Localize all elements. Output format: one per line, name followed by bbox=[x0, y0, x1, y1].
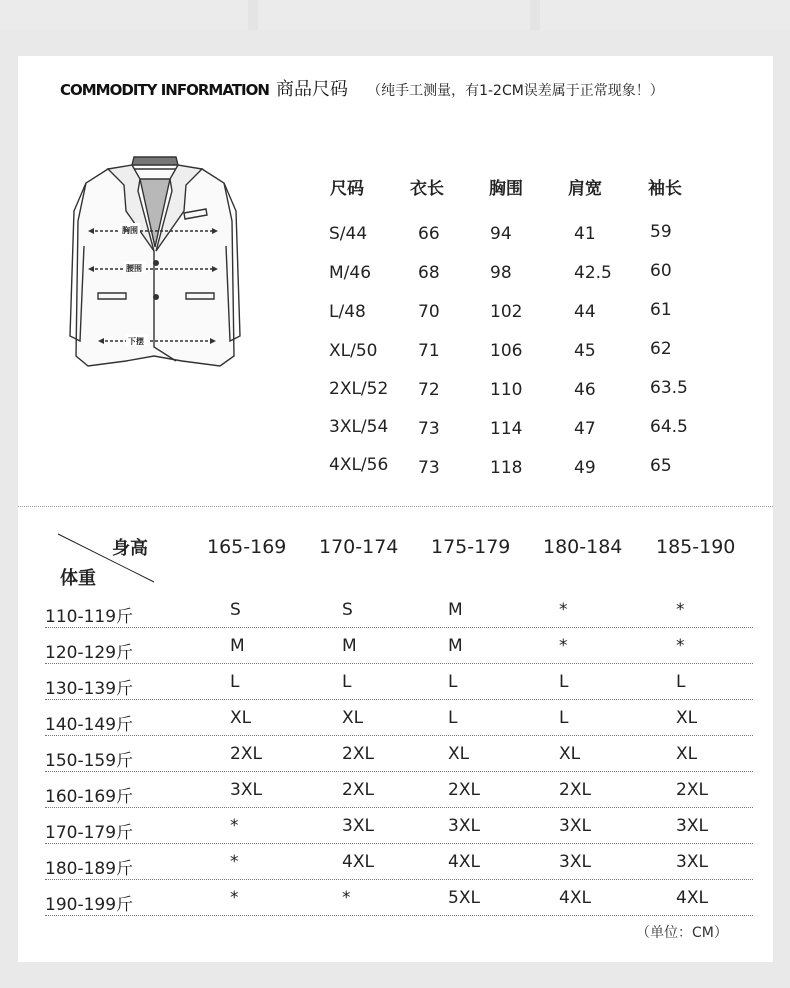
size-cell: XL bbox=[676, 708, 698, 728]
section-divider bbox=[18, 506, 773, 507]
mt-cell: 68 bbox=[418, 263, 440, 283]
height-column-header: 185-190 bbox=[656, 536, 736, 558]
weight-row-label: 110-119斤 bbox=[45, 607, 134, 627]
mt-cell: 114 bbox=[490, 419, 523, 439]
mt-cell: 63.5 bbox=[650, 378, 688, 398]
measurement-note: （纯手工测量，有1-2CM误差属于正常现象！） bbox=[367, 83, 664, 99]
size-cell: * bbox=[230, 852, 239, 872]
weight-row-label: 160-169斤 bbox=[45, 787, 134, 807]
mt-cell: 72 bbox=[418, 380, 440, 400]
size-cell: L bbox=[559, 672, 569, 692]
mt-cell: 49 bbox=[574, 458, 596, 478]
chest-label: 胸围 bbox=[122, 226, 138, 235]
size-cell: 3XL bbox=[559, 816, 591, 836]
mt-cell: 47 bbox=[574, 419, 596, 439]
weight-row-label: 140-149斤 bbox=[45, 715, 134, 735]
mt-header: 胸围 bbox=[489, 179, 523, 199]
mt-header: 肩宽 bbox=[568, 179, 602, 199]
size-cell: 3XL bbox=[342, 816, 374, 836]
size-cell: M bbox=[448, 600, 463, 620]
size-cell: L bbox=[230, 672, 240, 692]
size-cell: 3XL bbox=[448, 816, 480, 836]
mt-cell: 41 bbox=[574, 224, 596, 244]
mt-cell: 118 bbox=[490, 458, 523, 478]
mt-cell: 70 bbox=[418, 302, 440, 322]
size-cell: 2XL bbox=[559, 780, 591, 800]
row-divider bbox=[45, 915, 753, 916]
size-cell: * bbox=[676, 636, 685, 656]
mt-cell: 4XL/56 bbox=[329, 455, 389, 475]
size-cell: * bbox=[342, 888, 351, 908]
size-cell: 4XL bbox=[448, 852, 480, 872]
row-divider bbox=[45, 843, 753, 844]
size-chart-card bbox=[18, 56, 773, 962]
size-cell: 2XL bbox=[448, 780, 480, 800]
mt-cell: 62 bbox=[650, 339, 672, 359]
size-cell: * bbox=[230, 816, 239, 836]
row-divider bbox=[45, 807, 753, 808]
size-cell: L bbox=[342, 672, 352, 692]
size-cell: XL bbox=[448, 744, 470, 764]
height-column-header: 180-184 bbox=[543, 536, 623, 558]
size-cell: 3XL bbox=[559, 852, 591, 872]
weight-row-label: 190-199斤 bbox=[45, 895, 134, 915]
size-cell: * bbox=[559, 636, 568, 656]
size-cell: S bbox=[342, 600, 353, 620]
mt-cell: 71 bbox=[418, 341, 440, 361]
size-cell: L bbox=[559, 708, 569, 728]
height-label: 身高 bbox=[112, 538, 148, 559]
row-divider bbox=[45, 663, 753, 664]
weight-row-label: 180-189斤 bbox=[45, 859, 134, 879]
top-strip-pane bbox=[540, 0, 790, 30]
weight-row-label: 150-159斤 bbox=[45, 751, 134, 771]
size-cell: XL bbox=[342, 708, 364, 728]
size-cell: S bbox=[230, 600, 241, 620]
row-divider bbox=[45, 735, 753, 736]
size-cell: 3XL bbox=[230, 780, 262, 800]
size-cell: L bbox=[448, 708, 458, 728]
waist-label: 腰围 bbox=[126, 264, 142, 273]
size-cell: * bbox=[676, 600, 685, 620]
size-cell: XL bbox=[230, 708, 252, 728]
height-column-header: 170-174 bbox=[319, 536, 399, 558]
size-cell: M bbox=[342, 636, 357, 656]
size-cell: 2XL bbox=[342, 744, 374, 764]
mt-cell: 94 bbox=[490, 224, 512, 244]
mt-cell: 102 bbox=[490, 302, 523, 322]
mt-cell: 42.5 bbox=[574, 263, 612, 283]
mt-cell: 3XL/54 bbox=[329, 417, 389, 437]
mt-cell: S/44 bbox=[329, 224, 368, 244]
mt-cell: 110 bbox=[490, 380, 523, 400]
mt-cell: 60 bbox=[650, 261, 672, 281]
height-column-header: 165-169 bbox=[207, 536, 287, 558]
mt-cell: 73 bbox=[418, 419, 440, 439]
mt-cell: 2XL/52 bbox=[329, 379, 389, 399]
top-background-strip bbox=[0, 0, 790, 30]
mt-header: 衣长 bbox=[410, 179, 444, 199]
size-cell: 4XL bbox=[559, 888, 591, 908]
size-cell: 2XL bbox=[676, 780, 708, 800]
jacket-diagram bbox=[66, 151, 246, 371]
size-cell: XL bbox=[559, 744, 581, 764]
row-divider bbox=[45, 771, 753, 772]
mt-cell: 106 bbox=[490, 341, 523, 361]
title-chinese: 商品尺码 bbox=[275, 79, 348, 100]
mt-cell: L/48 bbox=[329, 302, 366, 322]
mt-cell: 98 bbox=[490, 263, 512, 283]
mt-cell: 66 bbox=[418, 224, 440, 244]
title-english: COMMODITY INFORMATION bbox=[60, 81, 269, 99]
weight-label: 体重 bbox=[60, 568, 96, 589]
hem-label: 下摆 bbox=[128, 337, 144, 346]
mt-cell: XL/50 bbox=[329, 341, 378, 361]
mt-cell: 64.5 bbox=[650, 417, 688, 437]
top-strip-pane bbox=[258, 0, 530, 30]
height-column-header: 175-179 bbox=[431, 536, 511, 558]
mt-cell: 61 bbox=[650, 300, 672, 320]
size-cell: M bbox=[230, 636, 245, 656]
mt-header: 尺码 bbox=[330, 179, 364, 199]
mt-cell: 59 bbox=[650, 222, 672, 242]
unit-note: （单位：CM） bbox=[636, 925, 728, 941]
size-cell: 2XL bbox=[342, 780, 374, 800]
size-cell: M bbox=[448, 636, 463, 656]
mt-cell: 46 bbox=[574, 380, 596, 400]
size-cell: XL bbox=[676, 744, 698, 764]
mt-cell: 73 bbox=[418, 458, 440, 478]
size-cell: L bbox=[448, 672, 458, 692]
size-cell: L bbox=[676, 672, 686, 692]
weight-row-label: 120-129斤 bbox=[45, 643, 134, 663]
row-divider bbox=[45, 699, 753, 700]
size-cell: * bbox=[230, 888, 239, 908]
mt-header: 袖长 bbox=[648, 179, 682, 199]
size-cell: 5XL bbox=[448, 888, 480, 908]
size-cell: 3XL bbox=[676, 852, 708, 872]
size-cell: 3XL bbox=[676, 816, 708, 836]
row-divider bbox=[45, 627, 753, 628]
mt-cell: 45 bbox=[574, 341, 596, 361]
size-cell: 4XL bbox=[342, 852, 374, 872]
size-cell: 4XL bbox=[676, 888, 708, 908]
mt-cell: 44 bbox=[574, 302, 596, 322]
top-strip-pane bbox=[0, 0, 248, 30]
row-divider bbox=[45, 879, 753, 880]
size-cell: 2XL bbox=[230, 744, 262, 764]
weight-row-label: 130-139斤 bbox=[45, 679, 134, 699]
page-header bbox=[60, 78, 664, 103]
size-cell: * bbox=[559, 600, 568, 620]
mt-cell: 65 bbox=[650, 456, 672, 476]
mt-cell: M/46 bbox=[329, 263, 372, 283]
weight-row-label: 170-179斤 bbox=[45, 823, 134, 843]
